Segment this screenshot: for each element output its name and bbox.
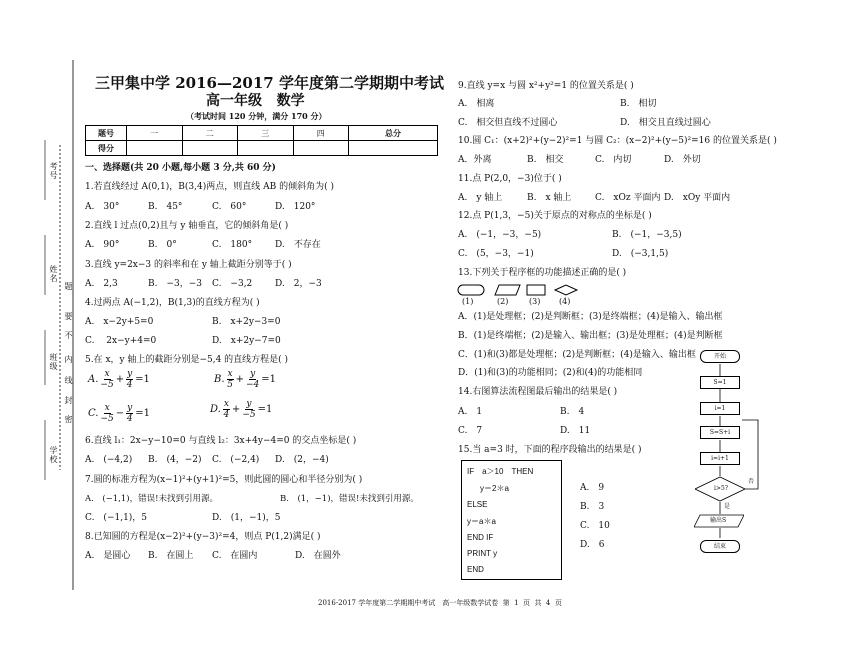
- seal-char: 题: [64, 282, 73, 291]
- option: B. 相切: [620, 99, 657, 109]
- option: A. 90°: [85, 240, 120, 250]
- question-stem: 12.点 P(1,3，−5)关于原点的对称点的坐标是( ): [458, 211, 652, 221]
- option: C. 10: [580, 521, 610, 531]
- option: D．(1)和(3)的功能相同；(2)和(4)的功能相同: [458, 368, 643, 378]
- seal-char: 密: [64, 415, 73, 424]
- code-line: END IF: [467, 533, 494, 542]
- numerator: y: [127, 403, 133, 413]
- option: D. 外切: [664, 155, 701, 165]
- terminal-shape: [458, 285, 484, 295]
- option-letter: C.: [88, 408, 99, 419]
- decision-shape: [555, 285, 577, 295]
- question-stem: 15.当 a=3 时，下面的程序段输出的结果是( ): [458, 445, 642, 455]
- option: A. (−1，−3，−5): [458, 230, 542, 240]
- option: D. xOy 平面内: [664, 193, 731, 203]
- option-formula-c: [88, 403, 150, 424]
- denominator: 4: [126, 414, 133, 424]
- flowchart-step: S=1: [700, 376, 740, 389]
- score-table: [85, 125, 438, 156]
- flowchart-start: 开始: [700, 350, 740, 363]
- flowchart-output: 输出S: [710, 517, 727, 524]
- code-line: y＝2＊a: [480, 484, 509, 493]
- option: D. 不存在: [275, 240, 321, 250]
- option: A. 30°: [85, 202, 120, 212]
- score-cell: 题号: [86, 126, 127, 141]
- numerator: x: [223, 399, 229, 409]
- question-stem: 5.在 x，y 轴上的截距分别是−5,4 的直线方程是( ): [85, 355, 289, 365]
- score-cell: 一: [127, 126, 183, 141]
- option-letter: D.: [210, 404, 221, 415]
- flowchart-step: S=S+i: [700, 426, 740, 439]
- rhs: =1: [257, 404, 273, 415]
- option: C．(1)和(3)都是处理框；(2)是判断框；(4)是输入、输出框: [458, 350, 696, 360]
- denominator: 4: [223, 410, 230, 420]
- margin-label-xingming: 姓名: [49, 265, 58, 283]
- option: C. (−1,1)，5: [85, 513, 148, 523]
- rhs: =1: [135, 408, 150, 419]
- denominator: 4: [126, 380, 133, 390]
- option: B. (4，−2): [148, 455, 202, 465]
- option: B. (1，−1)，错误!未找到引用源。: [280, 494, 419, 504]
- option: C. (5，−3，−1): [458, 249, 534, 259]
- score-cell: 二: [182, 126, 238, 141]
- denominator: 5: [227, 380, 233, 390]
- denominator: −4: [246, 380, 260, 390]
- question-stem: 7.圆的标准方程为(x−1)²+(y+1)²=5，则此圆的圆心和半径分别为( ): [85, 475, 363, 485]
- question-stem: 6.直线 l₁：2x−y−10=0 与直线 l₂：3x+4y−4=0 的交点坐标是( ): [85, 436, 357, 446]
- option: A．外离: [458, 155, 492, 165]
- flowchart-end: 结束: [700, 540, 740, 553]
- code-line: IF a＞10 THEN: [467, 467, 534, 476]
- score-input[interactable]: [349, 141, 438, 156]
- option: C. 180°: [212, 240, 253, 250]
- option: D. 120°: [275, 202, 316, 212]
- code-box: [461, 460, 562, 580]
- option: A. 2,3: [85, 279, 118, 289]
- question-stem: 13.下列关于程序框的功能描述正确的是( ): [458, 268, 627, 278]
- score-input[interactable]: [127, 141, 183, 156]
- rhs: =1: [261, 374, 277, 385]
- flowchart-no-label: 否: [748, 478, 755, 485]
- process-shape: [527, 285, 545, 295]
- shape-label: (4): [559, 297, 571, 306]
- option: A. 相离: [458, 99, 495, 109]
- shape-label: (1): [462, 297, 474, 306]
- option: C. 在圆内: [212, 551, 258, 561]
- option: C. 2x−y+4=0: [85, 336, 157, 346]
- operator: +: [231, 404, 241, 415]
- margin-label-xuexiao: 学校: [49, 446, 58, 464]
- code-line: END: [467, 565, 484, 574]
- option: A. 9: [580, 483, 605, 493]
- seal-char: 不: [64, 331, 73, 340]
- flowchart-yes-label: 是: [724, 503, 731, 510]
- numerator: y: [250, 369, 256, 379]
- score-cell: 总分: [349, 126, 438, 141]
- option: B. −3，−3: [148, 279, 203, 289]
- margin-label-banji: 班级: [49, 353, 58, 371]
- option: D. 11: [560, 426, 591, 436]
- code-line: ELSE: [467, 500, 488, 509]
- option: A. 是圆心: [85, 551, 131, 561]
- option: A. (−1,1)，错误!未找到引用源。: [85, 494, 219, 504]
- option: D. 2，−3: [275, 279, 322, 289]
- option: B. 3: [580, 502, 605, 512]
- seal-char: 内: [64, 355, 73, 364]
- seal-char: 封: [64, 396, 73, 405]
- option: B. 4: [560, 407, 585, 417]
- question-stem: 3.直线 y=2x−3 的斜率和在 y 轴上截距分别等于( ): [85, 260, 292, 270]
- option: B. (−1，−3,5): [612, 230, 682, 240]
- option: B. x 轴上: [527, 193, 572, 203]
- code-line: PRINT y: [467, 549, 498, 558]
- option: D. (2，−4): [275, 455, 329, 465]
- option: B. 在圆上: [148, 551, 194, 561]
- option: B．(1)是终端框；(2)是输入、输出框；(3)是处理框；(4)是判断框: [458, 331, 723, 341]
- question-stem: 1.若直线经过 A(0,1)，B(3,4)两点，则直线 AB 的倾斜角为( ): [85, 182, 334, 192]
- score-input[interactable]: [293, 141, 349, 156]
- flowchart-step: i=i+1: [700, 452, 740, 465]
- score-input[interactable]: [182, 141, 238, 156]
- option-formula-d: [210, 399, 272, 420]
- question-stem: 11.点 P(2,0，−3)位于( ): [458, 174, 562, 184]
- operator: −: [115, 408, 125, 419]
- option: B. x+2y−3=0: [212, 317, 281, 327]
- shape-label: (2): [497, 297, 509, 306]
- option: C. 内切: [595, 155, 632, 165]
- option: C. (−2,4): [212, 455, 260, 465]
- score-input[interactable]: [238, 141, 294, 156]
- option: A. (−4,2): [85, 455, 133, 465]
- seal-char: 要: [64, 312, 73, 321]
- option-formula-a: [88, 369, 150, 390]
- page-footer: 2016-2017 学年度第二学期期中考试 高一年级数学试卷 第 1 页 共 4 页: [318, 599, 562, 607]
- shape-label: (3): [529, 297, 541, 306]
- question-stem: 4.过两点 A(−1,2)，B(1,3)的直线方程为( ): [85, 298, 260, 308]
- option: C. 7: [458, 426, 483, 436]
- option: D. (−3,1,5): [612, 249, 669, 259]
- denominator: −5: [100, 414, 114, 424]
- score-cell: 三: [238, 126, 294, 141]
- option-letter: B.: [214, 374, 225, 385]
- page-subtitle: 高一年级 数学: [206, 93, 305, 109]
- option: C. 60°: [212, 202, 247, 212]
- operator: +: [115, 374, 125, 385]
- option: D. 在圆外: [295, 551, 341, 561]
- option: D. 6: [580, 540, 605, 550]
- margin-label-kaohao: 考号: [49, 162, 58, 180]
- question-stem: 9.直线 y=x 与圆 x²+y²=1 的位置关系是( ): [458, 81, 634, 91]
- denominator: −5: [100, 380, 114, 390]
- question-stem: 14.右图算法流程图最后输出的结果是( ): [458, 387, 618, 397]
- numerator: y: [127, 369, 133, 379]
- question-stem: 10.圆 C₁：(x+2)²+(y−2)²=1 与圆 C₂：(x−2)²+(y−5)²=16 的位置关系是( ): [458, 136, 777, 146]
- option: C. 相交但直线不过圆心: [458, 118, 558, 128]
- seal-char: 线: [64, 376, 73, 385]
- option: B. 45°: [148, 202, 183, 212]
- option: D. 相交且直线过圆心: [620, 118, 711, 128]
- question-stem: 8.已知圆的方程是(x−2)²+(y−3)²=4，则点 P(1,2)满足( ): [85, 532, 321, 542]
- exam-info: （考试时间 120 分钟，满分 170 分）: [186, 111, 327, 121]
- option: A. x−2y+5=0: [85, 317, 154, 327]
- numerator: x: [227, 369, 233, 379]
- numerator: y: [246, 399, 252, 409]
- option: A．(1)是处理框；(2)是判断框；(3)是终端框；(4)是输入、输出框: [458, 312, 723, 322]
- flowchart-step: i=1: [700, 402, 740, 415]
- option: D. (1，−1)，5: [212, 513, 281, 523]
- operator: +: [235, 374, 244, 385]
- option: B. 0°: [148, 240, 177, 250]
- score-cell: 四: [293, 126, 349, 141]
- option: D. x+2y−7=0: [212, 336, 281, 346]
- option-formula-b: [214, 369, 276, 390]
- page-title: 三甲集中学 2016—2017 学年度第二学期期中考试: [95, 74, 444, 92]
- option-letter: A.: [88, 374, 99, 385]
- option: B. 相交: [527, 155, 564, 165]
- section-heading: 一、选择题(共 20 小题,每小题 3 分,共 60 分): [85, 163, 276, 173]
- rhs: =1: [135, 374, 150, 385]
- question-stem: 2.直线 l 过点(0,2)且与 y 轴垂直，它的倾斜角是( ): [85, 221, 289, 231]
- denominator: −5: [242, 410, 256, 420]
- option: C. xOz 平面内: [595, 193, 661, 203]
- option: A. y 轴上: [458, 193, 503, 203]
- code-line: y＝a＊a: [467, 517, 496, 526]
- numerator: x: [104, 369, 110, 379]
- numerator: x: [104, 403, 110, 413]
- io-shape: [495, 285, 520, 295]
- score-cell: 得分: [86, 141, 127, 156]
- option: C. −3,2: [212, 279, 253, 289]
- option: A. 1: [458, 407, 483, 417]
- flowchart-decision-label: i>5?: [714, 485, 728, 492]
